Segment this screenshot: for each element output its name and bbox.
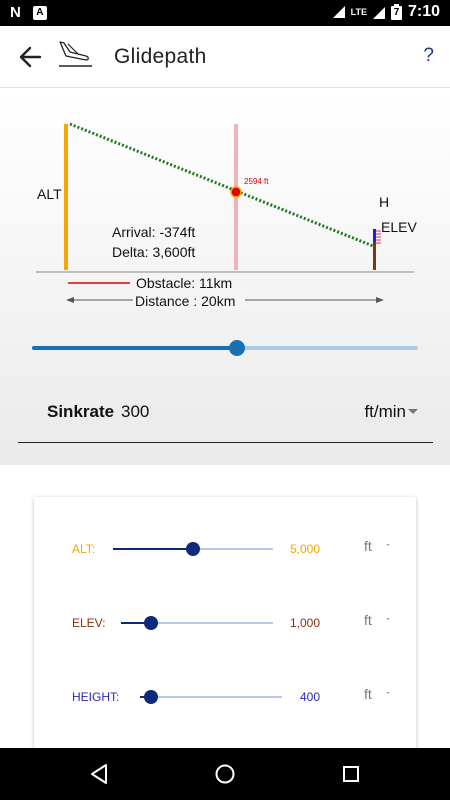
glidepath-panel <box>0 89 450 465</box>
alt-slider[interactable] <box>113 548 273 550</box>
chevron-down-icon[interactable] <box>386 544 390 546</box>
delta-text: Delta: 3,600ft <box>112 244 196 260</box>
height-value: 400 <box>299 690 320 704</box>
chevron-down-icon[interactable] <box>386 692 390 694</box>
height-slider-thumb[interactable] <box>144 690 158 704</box>
notification-n-icon: N <box>10 4 21 21</box>
slider-thumb[interactable] <box>229 340 245 356</box>
alt-setting-label: ALT: <box>72 542 96 556</box>
height-setting-label: HEIGHT: <box>72 690 120 704</box>
signal-icon <box>373 5 385 19</box>
help-button[interactable]: ? <box>423 45 434 66</box>
home-circle-icon[interactable] <box>214 763 236 785</box>
wifi-icon <box>333 6 345 18</box>
chevron-down-icon[interactable] <box>386 618 390 620</box>
crossing-altitude-label: 2594 ft <box>244 177 269 186</box>
page-title: Glidepath <box>114 45 207 68</box>
elev-slider-thumb[interactable] <box>144 616 158 630</box>
height-label: H <box>379 194 390 210</box>
alt-unit-select[interactable]: ft <box>364 538 372 554</box>
sinkrate-label: Sinkrate <box>47 402 115 421</box>
elev-label: ELEV <box>381 219 417 235</box>
height-unit-select[interactable]: ft <box>364 686 372 702</box>
crossing-point <box>231 187 241 197</box>
back-triangle-icon[interactable] <box>88 762 110 786</box>
network-type: LTE <box>350 7 367 17</box>
altitude-bar <box>64 124 68 270</box>
elev-row <box>34 608 416 638</box>
clock: 7:10 <box>407 3 440 20</box>
status-bar <box>0 0 450 26</box>
alt-label: ALT <box>37 186 62 202</box>
elev-slider[interactable] <box>121 622 273 624</box>
elev-setting-label: ELEV: <box>72 616 106 630</box>
sinkrate-input[interactable]: 300 <box>121 402 150 421</box>
back-arrow-icon[interactable] <box>14 41 46 73</box>
battery-icon: 7 <box>391 4 402 20</box>
arrival-text: Arrival: -374ft <box>112 224 196 240</box>
settings-card <box>34 497 416 757</box>
sinkrate-unit-select[interactable]: ft/min <box>364 402 406 421</box>
distance-text: Distance : 20km <box>135 293 236 309</box>
elev-unit-select[interactable]: ft <box>364 612 372 628</box>
app-bar <box>0 26 450 88</box>
plane-landing-icon <box>56 38 94 72</box>
navigation-bar <box>0 748 450 800</box>
alt-slider-thumb[interactable] <box>186 542 200 556</box>
alt-value: 5,000 <box>289 542 320 556</box>
obstacle-position-slider[interactable] <box>32 346 418 350</box>
height-bar <box>373 229 376 242</box>
sinkrate-underline <box>18 442 433 443</box>
elev-value: 1,000 <box>289 616 320 630</box>
obstacle-distance-text: Obstacle: 11km <box>136 275 233 291</box>
notification-a-icon: A <box>33 6 47 20</box>
recents-square-icon[interactable] <box>341 764 361 784</box>
slider-fill <box>32 346 237 350</box>
height-row <box>34 682 416 712</box>
alt-slider-fill <box>113 548 193 550</box>
chevron-down-icon[interactable] <box>408 409 418 414</box>
alt-row <box>34 534 416 564</box>
